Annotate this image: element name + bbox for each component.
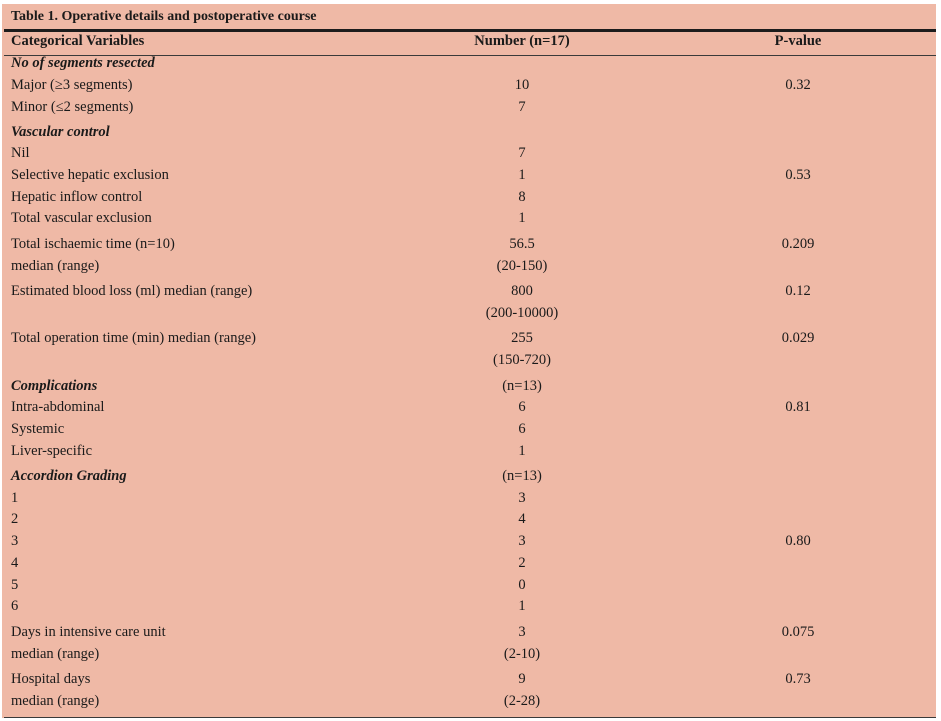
row-label: Estimated blood loss (ml) median (range)	[11, 283, 253, 299]
row-label: Hospital days	[11, 671, 91, 687]
section-heading: Complications	[11, 378, 98, 394]
row-label: Liver-specific	[11, 443, 93, 459]
row-number: 1	[518, 443, 526, 459]
row-p-value: 0.53	[785, 167, 811, 183]
row-label: Intra-abdominal	[11, 399, 105, 415]
section-heading: Vascular control	[11, 124, 110, 140]
row-number: 8	[518, 189, 526, 205]
row-number: (n=13)	[502, 378, 542, 394]
row-number: 0	[518, 577, 526, 593]
row-number: (2-10)	[503, 646, 541, 662]
row-number: 2	[518, 555, 526, 571]
row-number: 4	[518, 511, 526, 527]
row-label: Total vascular exclusion	[11, 210, 152, 226]
row-number: 6	[518, 421, 526, 437]
table-container	[2, 4, 936, 718]
row-number: 800	[511, 283, 533, 299]
row-number: (200-10000)	[485, 305, 559, 321]
section-heading: Accordion Grading	[11, 468, 127, 484]
row-label: Minor (≤2 segments)	[11, 99, 134, 115]
row-number: 255	[511, 330, 533, 346]
row-p-value: 0.029	[781, 330, 815, 346]
row-number: 6	[518, 399, 526, 415]
row-label: 1	[11, 490, 19, 506]
row-number: (150-720)	[493, 352, 551, 368]
row-number: 3	[518, 533, 526, 549]
row-number: 1	[518, 210, 526, 226]
table-bottom-rule	[4, 717, 936, 718]
row-label: Hepatic inflow control	[11, 189, 143, 205]
row-label: Total operation time (min) median (range)	[11, 330, 256, 346]
row-label: 3	[11, 533, 19, 549]
row-label: Major (≥3 segments)	[11, 77, 133, 93]
row-number: 1	[518, 598, 526, 614]
row-label: 2	[11, 511, 19, 527]
row-label: 4	[11, 555, 19, 571]
row-label: median (range)	[11, 693, 100, 709]
row-number: (20-150)	[496, 258, 548, 274]
row-number: (2-28)	[503, 693, 541, 709]
row-number: 1	[518, 167, 526, 183]
row-p-value: 0.12	[785, 283, 811, 299]
row-p-value: 0.80	[785, 533, 811, 549]
row-number: 3	[518, 624, 526, 640]
row-label: median (range)	[11, 258, 100, 274]
header-number: Number (n=17)	[474, 33, 570, 49]
row-label: Days in intensive care unit	[11, 624, 166, 640]
row-p-value: 0.81	[785, 399, 811, 415]
row-number: 7	[518, 145, 526, 161]
row-number: 7	[518, 99, 526, 115]
row-label: Total ischaemic time (n=10)	[11, 236, 175, 252]
row-p-value: 0.209	[781, 236, 815, 252]
row-number: 56.5	[509, 236, 535, 252]
row-p-value: 0.32	[785, 77, 811, 93]
header-categorical-variables: Categorical Variables	[11, 33, 145, 49]
row-label: 5	[11, 577, 19, 593]
row-label: median (range)	[11, 646, 100, 662]
row-p-value: 0.73	[785, 671, 811, 687]
row-number: (n=13)	[502, 468, 542, 484]
row-label: Selective hepatic exclusion	[11, 167, 169, 183]
row-label: Systemic	[11, 421, 65, 437]
row-label: 6	[11, 598, 19, 614]
row-number: 10	[514, 77, 530, 93]
row-number: 3	[518, 490, 526, 506]
header-p-value: P-value	[774, 33, 822, 49]
table-title: Table 1. Operative details and postoperative course	[11, 9, 317, 24]
row-p-value: 0.075	[781, 624, 815, 640]
row-number: 9	[518, 671, 526, 687]
section-heading: No of segments resected	[11, 55, 155, 71]
row-label: Nil	[11, 145, 30, 161]
